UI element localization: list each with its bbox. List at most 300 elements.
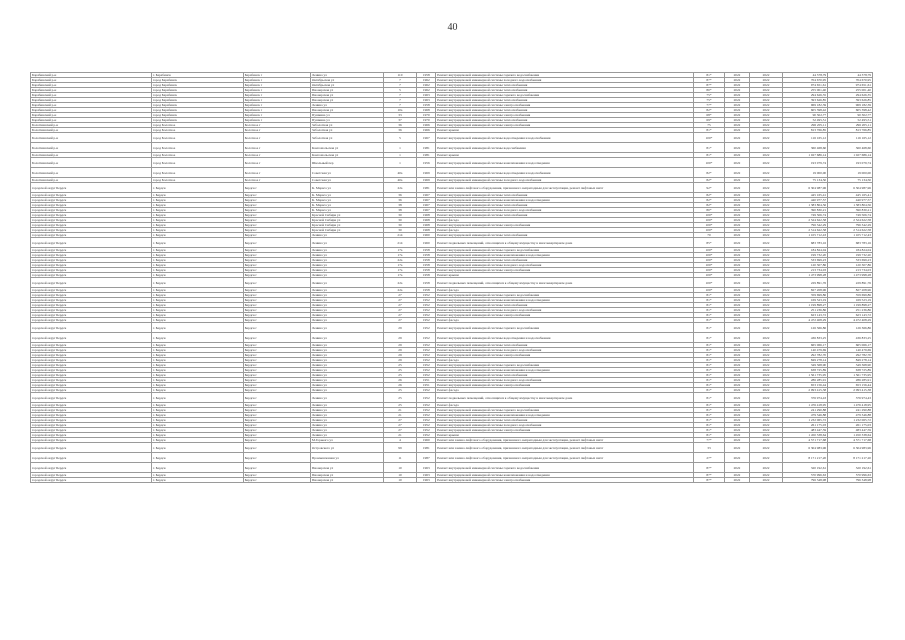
cell-wear: 80*	[693, 88, 724, 93]
cell-street: Островского ул	[310, 443, 383, 453]
cell-wear: 81*	[693, 333, 724, 343]
cell-district: городской округ Бердск	[31, 368, 152, 373]
cell-house: 17а	[383, 268, 417, 273]
cell-wear: 82*	[693, 193, 724, 198]
table-row	[31, 133, 873, 143]
cell-year-to: 2022	[749, 123, 783, 128]
cell-wear: 77*	[693, 438, 724, 443]
cell-district: городской округ Бердск	[31, 423, 152, 428]
cell-cost-total: 360 468,60	[783, 143, 828, 153]
cell-year-from: 2022	[725, 78, 750, 83]
cell-cost-total: 320 192,61	[783, 463, 828, 473]
cell-work-type: Ремонт внутридомовой инженерной системы электроснабжения	[436, 383, 694, 388]
cell-locality: Бердск г	[243, 348, 310, 353]
cell-year-to: 2022	[749, 368, 783, 373]
cell-district: городской округ Бердск	[31, 298, 152, 303]
cell-street: Ленина ул	[310, 308, 383, 313]
cell-house: 29	[383, 333, 417, 343]
cell-locality: Бердск г	[243, 308, 310, 313]
cell-wear: 81*	[693, 428, 724, 433]
cell-year-from: 2022	[725, 368, 750, 373]
cell-street: Ленина ул	[310, 393, 383, 403]
cell-wear: 75*	[693, 93, 724, 98]
cell-year-from: 2022	[725, 203, 750, 208]
cell-year: 1966	[417, 128, 436, 133]
cell-house: 29	[383, 348, 417, 353]
cell-cost-total: 974 651,61	[783, 83, 828, 88]
cell-year-to: 2022	[749, 423, 783, 428]
cell-street: К. Маркса ул	[310, 193, 383, 198]
cell-district: Болотнинский р-н	[31, 133, 152, 143]
cell-work-type: Ремонт внутридомовой инженерной системы водоотведения и водоснабжения	[436, 333, 694, 343]
table-row	[31, 443, 873, 453]
cell-locality: Барабинск г	[243, 83, 310, 88]
cell-cost-total: 445 165,41	[783, 193, 828, 198]
cell-street: Ленина ул	[310, 323, 383, 333]
cell-street: Ленина ул	[310, 333, 383, 343]
cell-wear: 81*	[693, 303, 724, 308]
cell-work-type: Ремонт внутридомовой инженерной системы горячего водоснабжения	[436, 248, 694, 253]
cell-year: 1958	[417, 263, 436, 268]
cell-wear: 81*	[693, 298, 724, 303]
cell-year: 1967	[417, 208, 436, 213]
cell-district: Барабинский р-н	[31, 88, 152, 93]
cell-street: Ленина ул	[310, 293, 383, 298]
cell-year: 1981	[417, 153, 436, 158]
cell-year: 1962	[417, 83, 436, 88]
cell-street: Ленина ул	[310, 258, 383, 263]
cell-municipality: город Болотное	[151, 133, 243, 143]
cell-cost-fund: 623 143,72	[828, 313, 873, 318]
cell-district: городской округ Бердск	[31, 288, 152, 293]
cell-locality: Болотное г	[243, 153, 310, 158]
cell-work-type: Ремонт внутридомовой инженерной системы теплоснабжения	[436, 233, 694, 238]
cell-municipality: г. Барабинск	[151, 73, 243, 78]
cell-work-type: Ремонт внутридомовой инженерной системы теплоснабжения	[436, 83, 694, 88]
cell-municipality: г. Бердск	[151, 253, 243, 258]
cell-year: 1952	[417, 293, 436, 298]
cell-year: 1968	[417, 213, 436, 218]
cell-year-to: 2022	[749, 183, 783, 193]
cell-cost-fund: 2 514 622,58	[828, 228, 873, 233]
cell-year-to: 2022	[749, 133, 783, 143]
cell-year-from: 2022	[725, 153, 750, 158]
cell-cost-fund: 393 626,85	[828, 98, 873, 103]
cell-year: 1952	[417, 333, 436, 343]
cell-year-to: 2022	[749, 108, 783, 113]
cell-cost-total: 704 670,95	[783, 78, 828, 83]
cell-year-from: 2022	[725, 183, 750, 193]
cell-municipality: г. Бердск	[151, 323, 243, 333]
cell-locality: Барабинск г	[243, 93, 310, 98]
cell-cost-total: 126 366,86	[783, 323, 828, 333]
cell-locality: Барабинск г	[243, 73, 310, 78]
cell-locality: Бердск г	[243, 268, 310, 273]
cell-municipality: г. Бердск	[151, 418, 243, 423]
cell-municipality: город Барабинск	[151, 88, 243, 93]
cell-cost-fund: 251 236,86	[828, 308, 873, 313]
cell-year-from: 2022	[725, 98, 750, 103]
cell-cost-total: 1 383 804,56	[783, 203, 828, 208]
cell-year-from: 2022	[725, 353, 750, 358]
cell-house: 99	[383, 443, 417, 453]
cell-municipality: г. Бердск	[151, 258, 243, 263]
cell-work-type: Ремонт крыши	[436, 433, 694, 438]
cell-locality: Бердск г	[243, 288, 310, 293]
cell-cost-total: 193 079,74	[783, 158, 828, 168]
cell-district: городской округ Бердск	[31, 253, 152, 258]
cell-wear: 75	[693, 123, 724, 128]
cell-cost-total: 796 342,29	[783, 223, 828, 228]
cell-year: 1963	[417, 463, 436, 473]
cell-house: 30	[383, 213, 417, 218]
cell-wear: 81*	[693, 308, 724, 313]
cell-year-to: 2022	[749, 363, 783, 368]
cell-year: 1958	[417, 278, 436, 288]
cell-cost-fund: 1 561 735,95	[828, 373, 873, 378]
cell-house: 36	[383, 128, 417, 133]
cell-work-type: Ремонт внутридомовой инженерной системы горячего водоснабжения	[436, 408, 694, 413]
cell-year: 1958	[417, 103, 436, 108]
cell-municipality: город Барабинск	[151, 93, 243, 98]
cell-locality: Бердск г	[243, 208, 310, 213]
cell-year-from: 2022	[725, 333, 750, 343]
cell-year: 1967	[417, 203, 436, 208]
cell-work-type: Ремонт внутридомовой инженерной системы теплоснабжения	[436, 193, 694, 198]
cell-district: городской округ Бердск	[31, 218, 152, 223]
cell-work-type: Ремонт внутридомовой инженерной системы водоотведения и водоснабжения	[436, 168, 694, 178]
cell-municipality: г. Бердск	[151, 308, 243, 313]
cell-work-type: Ремонт фасада	[436, 318, 694, 323]
cell-municipality: г. Бердск	[151, 343, 243, 348]
cell-work-type: Ремонт крыши	[436, 273, 694, 278]
cell-year: 1960	[417, 438, 436, 443]
cell-municipality: г. Бердск	[151, 293, 243, 298]
cell-municipality: г. Бердск	[151, 393, 243, 403]
cell-year-from: 2022	[725, 193, 750, 198]
cell-locality: Болотное г	[243, 158, 310, 168]
cell-cost-fund: 126 366,86	[828, 323, 873, 333]
cell-house: 37	[383, 118, 417, 123]
cell-cost-fund: 390 830,21	[828, 208, 873, 213]
cell-year: 1967	[417, 198, 436, 203]
cell-work-type: Ремонт крыши	[436, 128, 694, 133]
cell-street: Пионерская ул	[310, 473, 383, 478]
cell-house: 27	[383, 308, 417, 313]
cell-year-from: 2022	[725, 233, 750, 238]
cell-work-type: Ремонт внутридомовой инженерной системы теплоснабжения	[436, 373, 694, 378]
cell-year: 1952	[417, 348, 436, 353]
cell-wear: 100*	[693, 288, 724, 293]
cell-wear: 81*	[693, 323, 724, 333]
cell-house: 26	[383, 383, 417, 388]
cell-street: Пионерская ул	[310, 98, 383, 103]
cell-year-to: 2022	[749, 358, 783, 363]
cell-wear: 81*	[693, 433, 724, 438]
cell-cost-total: 286 285,91	[783, 378, 828, 383]
cell-work-type: Ремонт фасада	[436, 228, 694, 233]
cell-street: Ленина ул	[310, 428, 383, 433]
cell-year-from: 2022	[725, 428, 750, 433]
cell-year-from: 2022	[725, 278, 750, 288]
cell-year-from: 2022	[725, 293, 750, 298]
cell-street: К. Маркса ул	[310, 208, 383, 213]
cell-year-to: 2022	[749, 383, 783, 388]
table-row	[31, 143, 873, 153]
cell-municipality: г. Бердск	[151, 348, 243, 353]
cell-year: 1958	[417, 258, 436, 263]
cell-street: Ленина ул	[310, 363, 383, 368]
cell-wear: 82*	[693, 108, 724, 113]
cell-work-type: Ремонт внутридомовой инженерной системы электроснабжения	[436, 123, 694, 128]
cell-municipality: г. Бердск	[151, 298, 243, 303]
cell-year-from: 2022	[725, 108, 750, 113]
cell-house: 7	[383, 98, 417, 103]
cell-wear: 100*	[693, 263, 724, 268]
cell-work-type: Ремонт или замена лифтового оборудования, признанного непригодным для эксплуатации, ремонт лифтовых шахт	[436, 453, 694, 463]
cell-work-type: Ремонт внутридомовой инженерной системы электроснабжения	[436, 113, 694, 118]
cell-year-from: 2022	[725, 288, 750, 293]
cell-district: городской округ Бердск	[31, 363, 152, 368]
cell-year-from: 2022	[725, 393, 750, 403]
cell-district: городской округ Бердск	[31, 308, 152, 313]
cell-cost-fund: 969 182,39	[828, 103, 873, 108]
cell-street: Ленина ул	[310, 73, 383, 78]
cell-municipality: г. Бердск	[151, 218, 243, 223]
cell-district: Барабинский р-н	[31, 103, 152, 108]
cell-cost-fund: 286 285,91	[828, 378, 873, 383]
cell-year-to: 2022	[749, 213, 783, 218]
table-row	[31, 158, 873, 168]
cell-house: 27	[383, 303, 417, 308]
cell-municipality: г. Бердск	[151, 463, 243, 473]
cell-year-to: 2022	[749, 453, 783, 463]
cell-year-from: 2022	[725, 158, 750, 168]
cell-year-from: 2022	[725, 228, 750, 233]
cell-cost-fund: 638 725,89	[828, 368, 873, 373]
cell-cost-fund: 199 732,20	[828, 253, 873, 258]
cell-work-type: Ремонт внутридомовой инженерной системы холодного водоснабжения	[436, 378, 694, 383]
cell-locality: Бердск г	[243, 378, 310, 383]
cell-year: 1968	[417, 223, 436, 228]
cell-street: К. Маркса ул	[310, 183, 383, 193]
cell-municipality: г. Бердск	[151, 288, 243, 293]
cell-cost-total: 638 725,89	[783, 368, 828, 373]
cell-locality: Бердск г	[243, 408, 310, 413]
cell-street: Ленина ул	[310, 343, 383, 348]
cell-wear: 81*	[693, 293, 724, 298]
cell-municipality: г. Бердск	[151, 213, 243, 218]
cell-house: 36	[383, 123, 417, 128]
cell-district: городской округ Бердск	[31, 353, 152, 358]
cell-year-to: 2022	[749, 198, 783, 203]
cell-locality: Бердск г	[243, 363, 310, 368]
cell-cost-fund: 436 833,25	[828, 333, 873, 343]
cell-year-to: 2022	[749, 278, 783, 288]
cell-year-to: 2022	[749, 158, 783, 168]
cell-municipality: город Болотное	[151, 178, 243, 183]
cell-house: 5	[383, 88, 417, 93]
cell-cost-fund: 479 346,88	[828, 413, 873, 418]
cell-year-from: 2022	[725, 268, 750, 273]
cell-cost-total: 1 105 712,43	[783, 233, 828, 238]
cell-locality: Барабинск г	[243, 98, 310, 103]
cell-wear: 82*	[693, 168, 724, 178]
cell-district: городской округ Бердск	[31, 408, 152, 413]
cell-municipality: г. Бердск	[151, 198, 243, 203]
cell-street: Красной Сибири ул	[310, 228, 383, 233]
cell-year: 1951	[417, 383, 436, 388]
cell-year-to: 2022	[749, 308, 783, 313]
cell-year: 1952	[417, 368, 436, 373]
cell-wear: 85*	[693, 238, 724, 248]
cell-year-from: 2022	[725, 443, 750, 453]
cell-house: 1	[383, 143, 417, 153]
cell-district: городской округ Бердск	[31, 238, 152, 248]
cell-street: Ленина ул	[310, 418, 383, 423]
cell-year-from: 2022	[725, 433, 750, 438]
cell-street: Заболотная ул	[310, 128, 383, 133]
cell-house: 26	[383, 378, 417, 383]
cell-cost-total: 169 523,19	[783, 298, 828, 303]
cell-year-from: 2022	[725, 358, 750, 363]
cell-year-to: 2022	[749, 378, 783, 383]
cell-street: Ленина ул	[310, 373, 383, 378]
cell-cost-fund: 359 699,86	[828, 293, 873, 298]
cell-wear: 27*	[693, 453, 724, 463]
cell-district: городской округ Бердск	[31, 263, 152, 268]
cell-year-from: 2022	[725, 478, 750, 483]
cell-locality: Бердск г	[243, 198, 310, 203]
cell-year-to: 2022	[749, 178, 783, 183]
cell-year-to: 2022	[749, 413, 783, 418]
cell-work-type: Ремонт внутридомовой инженерной системы теплоснабжения	[436, 213, 694, 218]
cell-year-from: 2022	[725, 208, 750, 213]
cell-year-to: 2022	[749, 228, 783, 233]
cell-municipality: г. Бердск	[151, 428, 243, 433]
cell-cost-total: 184 824,04	[783, 248, 828, 253]
cell-work-type: Ремонт внутридомовой инженерной системы холодного водоснабжения	[436, 423, 694, 428]
cell-locality: Бердск г	[243, 388, 310, 393]
cell-cost-total: 90 302,77	[783, 113, 828, 118]
cell-wear: 68*	[693, 113, 724, 118]
cell-work-type: Ремонт внутридомовой инженерной системы электроснабжения	[436, 223, 694, 228]
cell-municipality: город Болотное	[151, 123, 243, 128]
cell-district: городской округ Бердск	[31, 268, 152, 273]
cell-year-from: 2022	[725, 323, 750, 333]
cell-locality: Бердск г	[243, 323, 310, 333]
cell-district: городской округ Бердск	[31, 443, 152, 453]
cell-year: 1968	[417, 218, 436, 223]
cell-street: Красной Сибири ул	[310, 218, 383, 223]
cell-locality: Бердск г	[243, 223, 310, 228]
cell-work-type: Ремонт внутридомовой инженерной системы теплоснабжения	[436, 98, 694, 103]
cell-house: 22а	[383, 288, 417, 293]
cell-district: городской округ Бердск	[31, 208, 152, 213]
table-row	[31, 478, 873, 483]
cell-locality: Бердск г	[243, 278, 310, 288]
cell-work-type: Ремонт фасада	[436, 403, 694, 408]
cell-municipality: г. Бердск	[151, 453, 243, 463]
cell-wear: 100*	[693, 228, 724, 233]
cell-cost-fund: 294 626,35	[828, 93, 873, 98]
cell-house: 29	[383, 323, 417, 333]
cell-cost-fund: 849 278,14	[828, 358, 873, 363]
cell-house: 25	[383, 388, 417, 393]
cell-cost-fund: 296 205,11	[828, 123, 873, 128]
cell-wear: 82*	[693, 178, 724, 183]
cell-cost-total: 683 783,16	[783, 238, 828, 248]
cell-cost-fund: 796 342,29	[828, 223, 873, 228]
cell-locality: Бердск г	[243, 428, 310, 433]
cell-house: 10а	[383, 108, 417, 113]
cell-house: 7	[383, 83, 417, 88]
cell-district: городской округ Бердск	[31, 463, 152, 473]
cell-district: Барабинский р-н	[31, 93, 152, 98]
cell-house: 27	[383, 298, 417, 303]
cell-work-type: Ремонт или замена лифтового оборудования, признанного непригодным для эксплуатации, ремонт лифтовых шахт	[436, 183, 694, 193]
cell-wear: 77*	[693, 103, 724, 108]
cell-year: 1952	[417, 403, 436, 408]
cell-wear: 100*	[693, 278, 724, 288]
cell-year-to: 2022	[749, 153, 783, 158]
cell-locality: Бердск г	[243, 438, 310, 443]
cell-work-type: Ремонт внутридомовой инженерной системы электроснабжения	[436, 478, 694, 483]
cell-year: 1963	[417, 93, 436, 98]
cell-cost-total: 376 974,43	[783, 393, 828, 403]
cell-house: 7	[383, 78, 417, 83]
cell-municipality: город Болотное	[151, 158, 243, 168]
cell-street: Промышленная ул	[310, 453, 383, 463]
cell-street: Комсомольская ул	[310, 153, 383, 158]
cell-locality: Барабинск г	[243, 78, 310, 83]
cell-district: городской округ Бердск	[31, 428, 152, 433]
cell-street: Школьный пер	[310, 158, 383, 168]
cell-cost-total: 969 182,39	[783, 103, 828, 108]
cell-municipality: г. Бердск	[151, 423, 243, 428]
cell-house: 21	[383, 413, 417, 418]
cell-municipality: г. Бердск	[151, 313, 243, 318]
cell-wear: 87*	[693, 78, 724, 83]
cell-district: городской округ Бердск	[31, 418, 152, 423]
cell-year-from: 2022	[725, 263, 750, 268]
cell-wear: 81*	[693, 73, 724, 78]
cell-cost-fund: 75 134,50	[828, 178, 873, 183]
cell-cost-fund: 1 476 418,95	[828, 403, 873, 408]
cell-house: 7	[383, 103, 417, 108]
cell-street: Ленина ул	[310, 433, 383, 438]
cell-house: 38	[383, 208, 417, 213]
cell-year-from: 2022	[725, 248, 750, 253]
cell-municipality: город Барабинск	[151, 108, 243, 113]
cell-work-type: Ремонт крыши	[436, 153, 694, 158]
cell-year: 1952	[417, 423, 436, 428]
cell-district: городской округ Бердск	[31, 378, 152, 383]
cell-cost-total: 75 134,50	[783, 178, 828, 183]
cell-year-from: 2022	[725, 473, 750, 478]
cell-wear: 81*	[693, 388, 724, 393]
cell-work-type: Ремонт внутридомовой инженерной системы холодного водоснабжения	[436, 263, 694, 268]
cell-year-from: 2022	[725, 348, 750, 353]
cell-year: 1967	[417, 193, 436, 198]
cell-work-type: Ремонт внутридомовой инженерной системы электроснабжения	[436, 353, 694, 358]
cell-street: Ленина ул	[310, 318, 383, 323]
cell-district: городской округ Бердск	[31, 343, 152, 348]
cell-year: 1981	[417, 143, 436, 153]
cell-year-to: 2022	[749, 193, 783, 198]
cell-cost-total: 390 830,21	[783, 208, 828, 213]
cell-cost-total: 1 561 735,95	[783, 373, 828, 378]
